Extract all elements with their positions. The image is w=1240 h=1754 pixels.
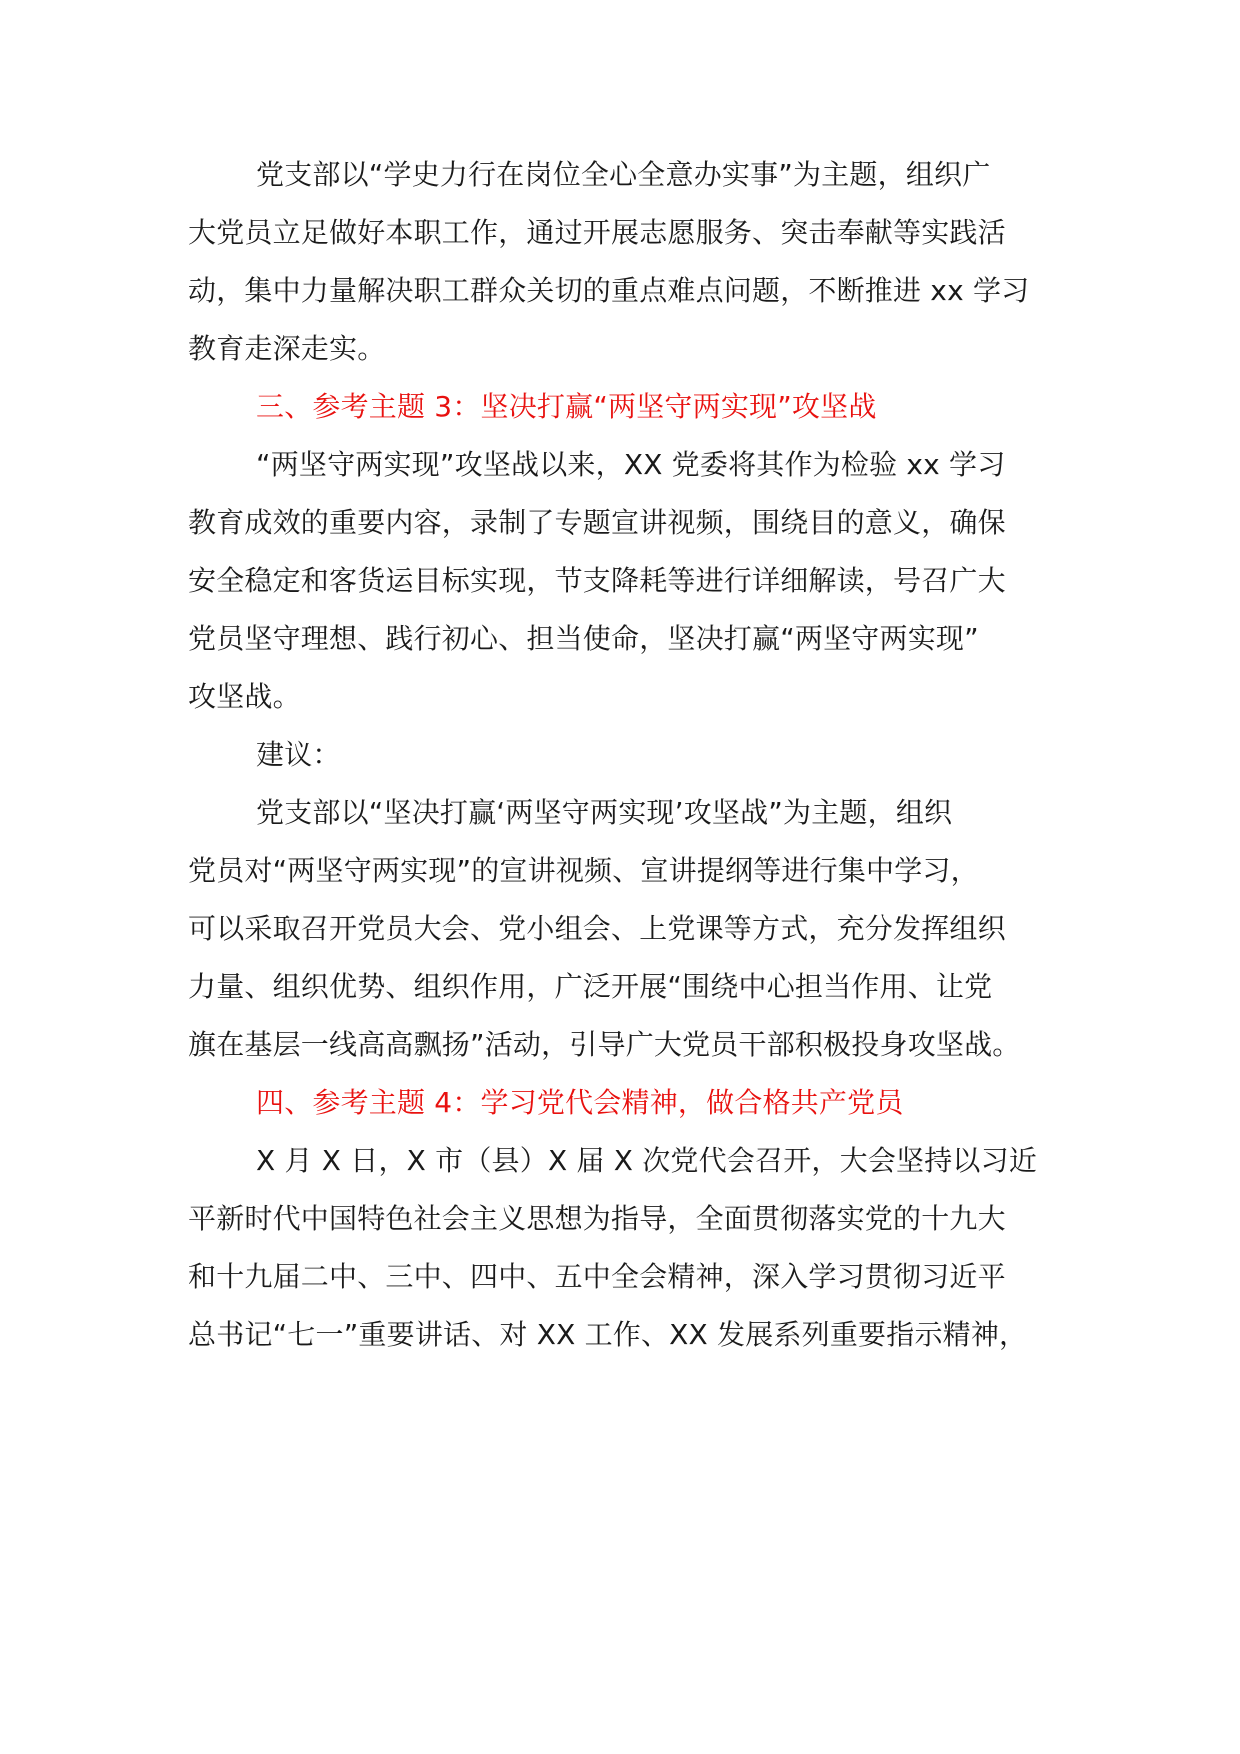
- paragraph-line: X 月 X 日，X 市（县）X 届 X 次党代会召开，大会坚持以习近: [256, 1144, 1038, 1177]
- paragraph-line: 攻坚战。: [188, 680, 301, 713]
- paragraph-line: 动，集中力量解决职工群众关切的重点难点问题，不断推进 xx 学习: [188, 274, 1030, 307]
- paragraph-line: 党员坚守理想、践行初心、担当使命，坚决打赢“两坚守两实现”: [188, 622, 979, 655]
- paragraph-line: “两坚守两实现”攻坚战以来，XX 党委将其作为检验 xx 学习: [256, 448, 1006, 481]
- suggestion-label: 建议：: [256, 738, 341, 771]
- paragraph-line: 总书记“七一”重要讲话、对 XX 工作、XX 发展系列重要指示精神，: [188, 1318, 1028, 1351]
- paragraph-line: 党支部以“学史力行在岗位全心全意办实事”为主题，组织广: [256, 158, 991, 191]
- paragraph-line: 党支部以“坚决打赢‘两坚守两实现’攻坚战”为主题，组织: [256, 796, 953, 829]
- paragraph-line: 党员对“两坚守两实现”的宣讲视频、宣讲提纲等进行集中学习，: [188, 854, 979, 887]
- paragraph-line: 教育走深走实。: [188, 332, 386, 365]
- paragraph-line: 和十九届二中、三中、四中、五中全会精神，深入学习贯彻习近平: [188, 1260, 1006, 1293]
- paragraph-line: 大党员立足做好本职工作，通过开展志愿服务、突击奉献等实践活: [188, 216, 1006, 249]
- paragraph-line: 力量、组织优势、组织作用，广泛开展“围绕中心担当作用、让党: [188, 970, 993, 1003]
- section-heading: 三、参考主题 3：坚决打赢“两坚守两实现”攻坚战: [256, 390, 877, 423]
- paragraph-line: 教育成效的重要内容，录制了专题宣讲视频，围绕目的意义，确保: [188, 506, 1006, 539]
- paragraph-line: 平新时代中国特色社会主义思想为指导，全面贯彻落实党的十九大: [188, 1202, 1006, 1235]
- paragraph-line: 可以采取召开党员大会、党小组会、上党课等方式，充分发挥组织: [188, 912, 1006, 945]
- paragraph-line: 旗在基层一线高高飘扬”活动，引导广大党员干部积极投身攻坚战。: [188, 1028, 1021, 1061]
- paragraph-line: 安全稳定和客货运目标实现，节支降耗等进行详细解读，号召广大: [188, 564, 1006, 597]
- section-heading: 四、参考主题 4：学习党代会精神，做合格共产党员: [256, 1086, 904, 1119]
